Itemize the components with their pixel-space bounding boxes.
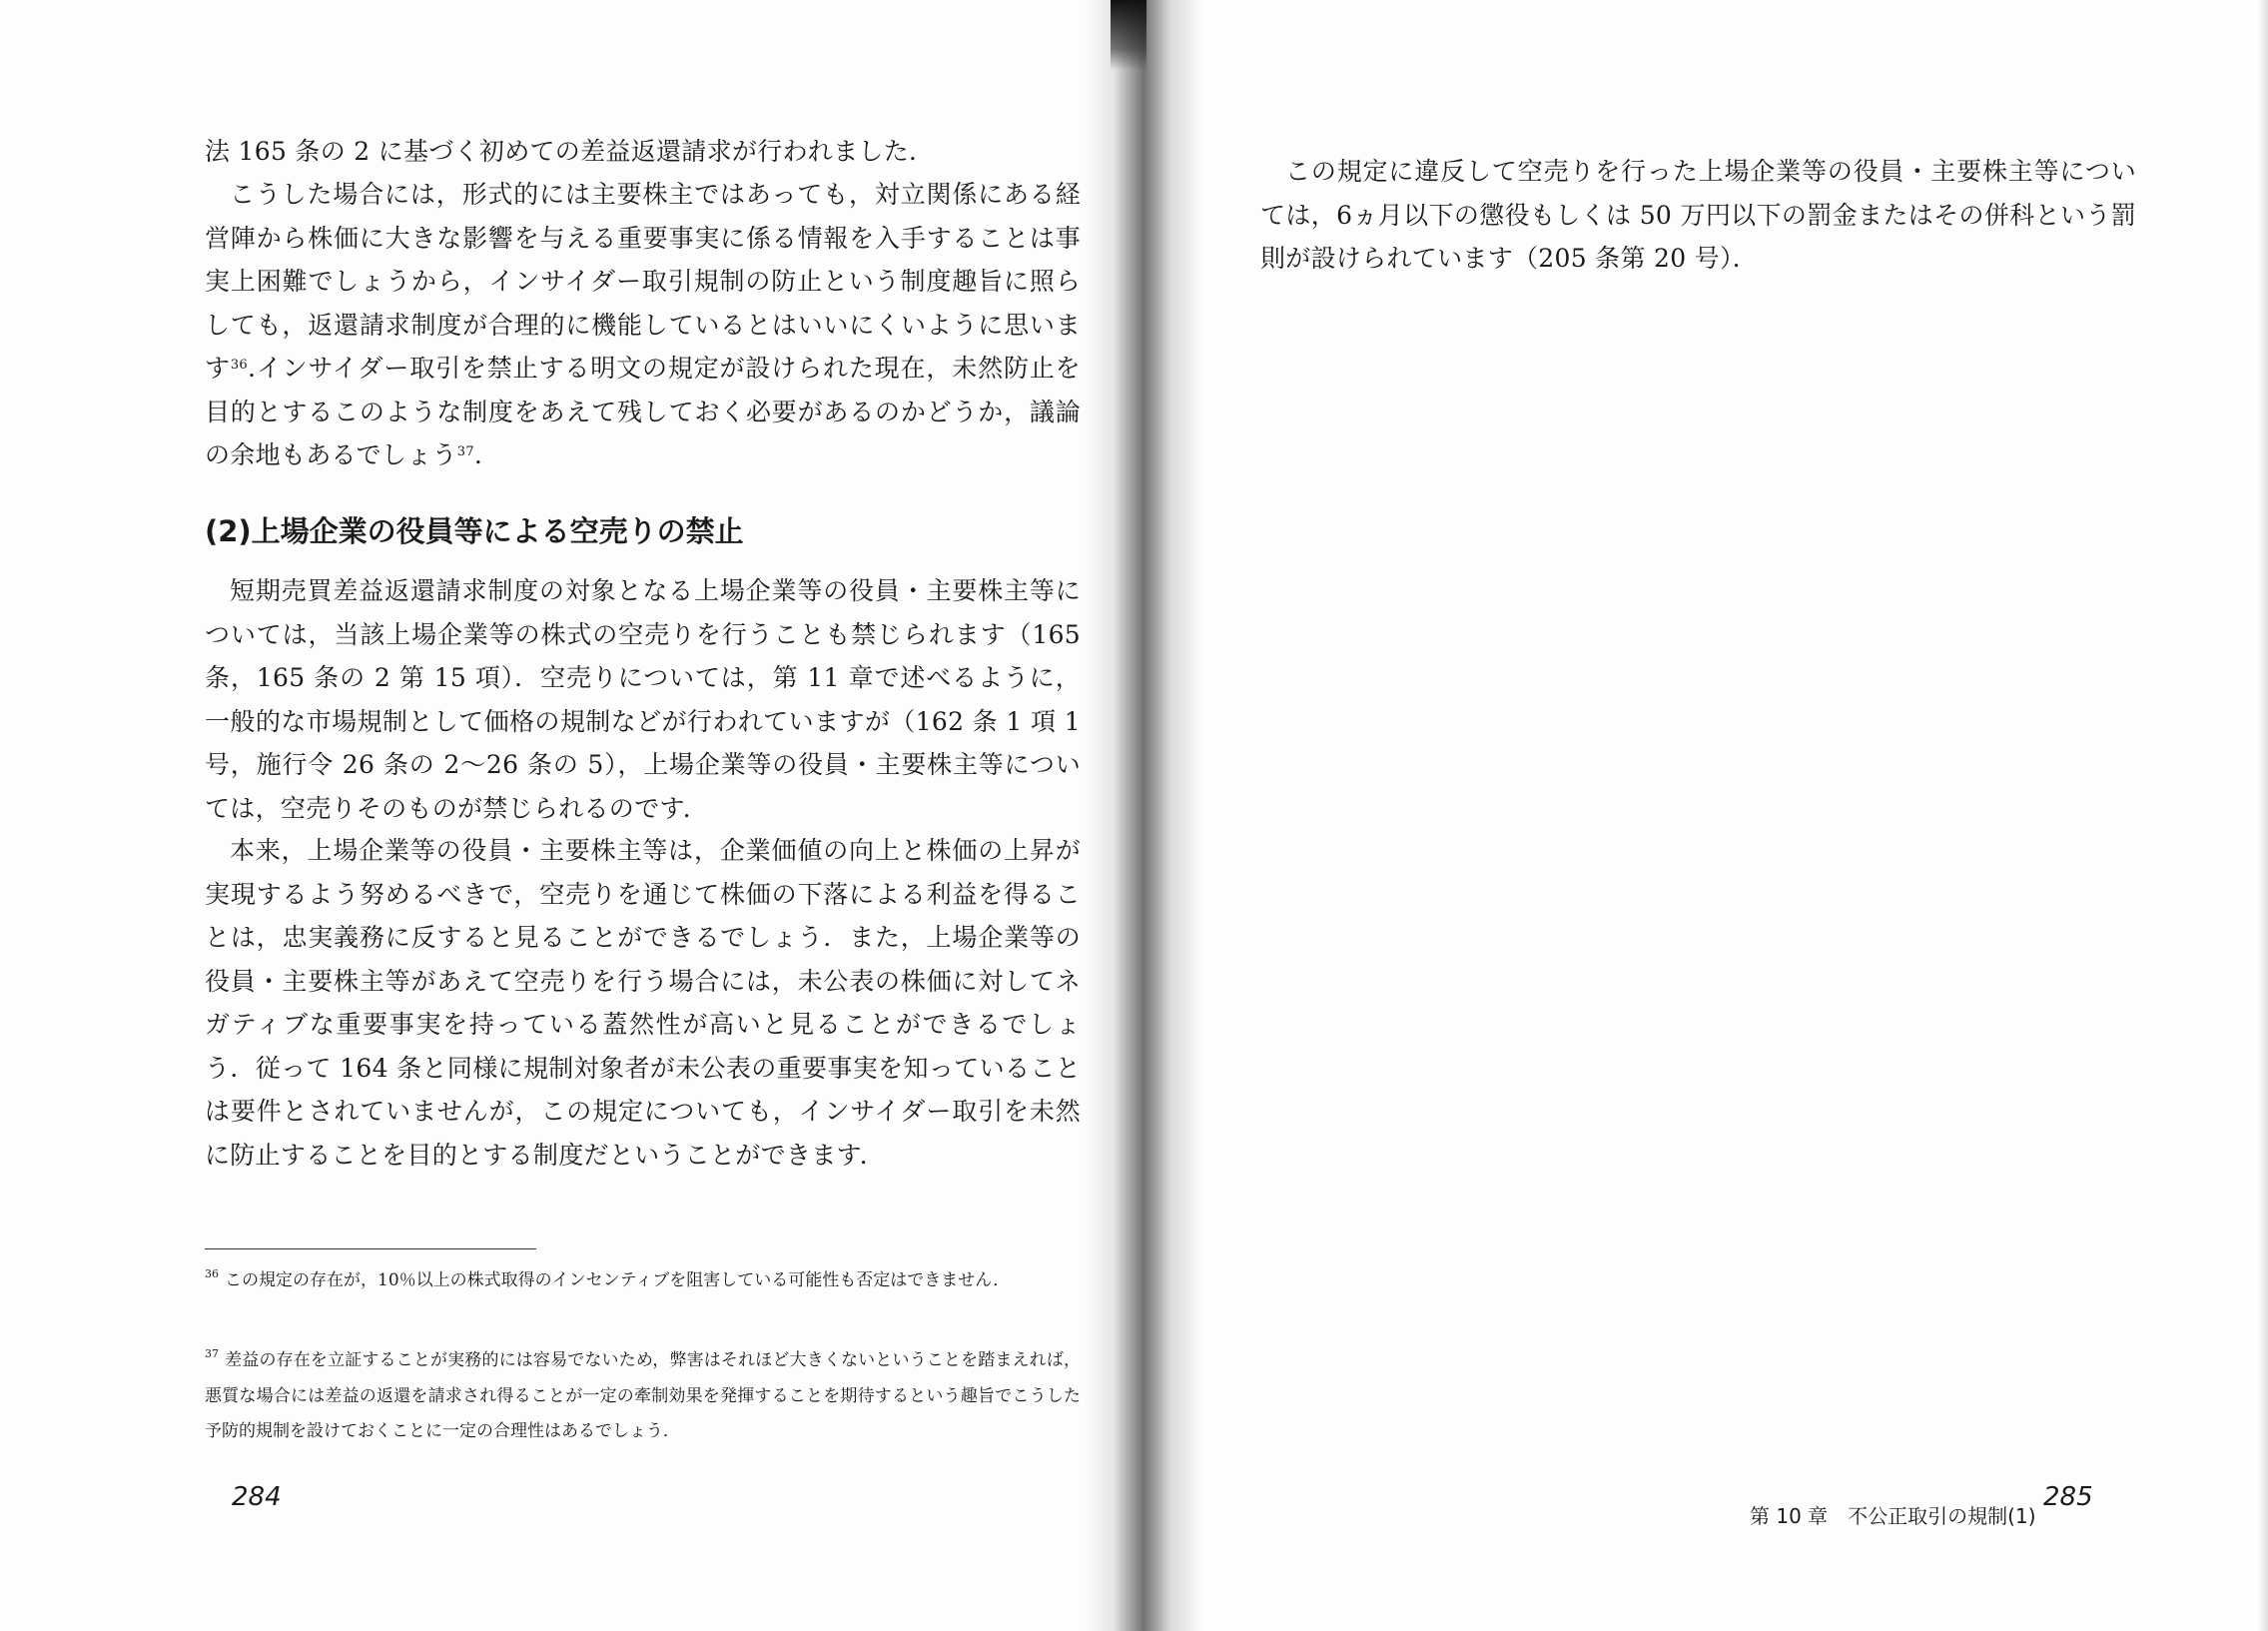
paragraph-right: この規定に違反して空売りを行った上場企業等の役員・主要株主等については，6ヵ月以下の懲役もしくは 50 万円以下の罰金またはその併科という罰則が設けられています（205 条第 20 号）． xyxy=(1260,157,2136,273)
paragraph-1: 法 165 条の 2 に基づく初めての差益返還請求が行われました． xyxy=(205,137,935,166)
book-gutter-shadow xyxy=(1084,0,1203,1631)
footnote-ref-37[interactable]: 37 xyxy=(456,444,474,459)
footnote-number: 36 xyxy=(205,1267,219,1280)
page-edge-shadow xyxy=(2258,0,2268,1631)
footnote-ref-36[interactable]: 36 xyxy=(230,358,249,373)
paragraph-4: 本来，上場企業等の役員・主要株主等は，企業価値の向上と株価の上昇が実現するよう努めるべきで，空売りを通じて株価の下落による利益を得ることは，忠実義務に反すると見ることができるでしょう．また，上場企業等の役員・主要株主等があえて空売りを行う場合には，未公表の株価に対してネガティブな重要事実を持っている蓋然性が高いと見ることができるでしょう．従って 164 条と同様に規制対象者が未公表の重要事実を知っていることは要件とされていませんが，この規定についても，インサイダー取引を未然に防止することを目的とする制度だということができます． xyxy=(205,836,1081,1170)
paragraph-2: こうした場合には，形式的には主要株主ではあっても，対立関係にある経営陣から株価に大きな影響を与える重要事実に係る情報を入手することは事実上困難でしょうから，インサイダー取引規制の防止という制度趣旨に照らしても，返還請求制度が合理的に機能しているとはいいにくいように思います$^{36}$.インサイダー取引を禁止する明文の規定が設けられた現在，未然防止を目的とするこのような制度をあえて残しておく必要があるのかどうか，議論の余地もあるでしょう$^{37}$. xyxy=(205,180,1081,469)
paragraph-3: 短期売買差益返還請求制度の対象となる上場企業等の役員・主要株主等については，当該上場企業等の株式の空売りを行うことも禁じられます（165 条，165 条の 2 第 15 項）．空売りについては，第 11 章で述べるように，一般的な市場規制として価格の規制などが行われていますが（162 条 1 項 1 号，施行令 26 条の 2～26 条の 5），上場企業等の役員・主要株主等については，空売りそのものが禁じられるのです． xyxy=(205,576,1081,823)
footnote-37: $^{37}$ 差益の存在を立証することが実務的には容易でないため，弊害はそれほど大きくないということを踏まえれば，悪質な場合には差益の返還を請求され得ることが一定の牽制効果を発揮することを期待するという趣旨でこうした予防的規制を設けておくことに一定の合理性はあるでしょう． xyxy=(205,1347,1081,1441)
book-spine-top xyxy=(1111,0,1146,70)
page-number-right: 285 xyxy=(2043,1482,2093,1512)
running-head: 第 10 章 不公正取引の規制(1) xyxy=(1750,1504,2036,1528)
footnote-36: $^{36}$ この規定の存在が，10％以上の株式取得のインセンティブを阻害している可能性も否定はできません． xyxy=(205,1267,1011,1290)
page-number-left: 284 xyxy=(232,1482,282,1512)
footnote-number: 37 xyxy=(205,1347,219,1360)
section-heading: (2)上場企業の役員等による空売りの禁止 xyxy=(205,514,744,548)
footnote-divider xyxy=(205,1248,536,1249)
